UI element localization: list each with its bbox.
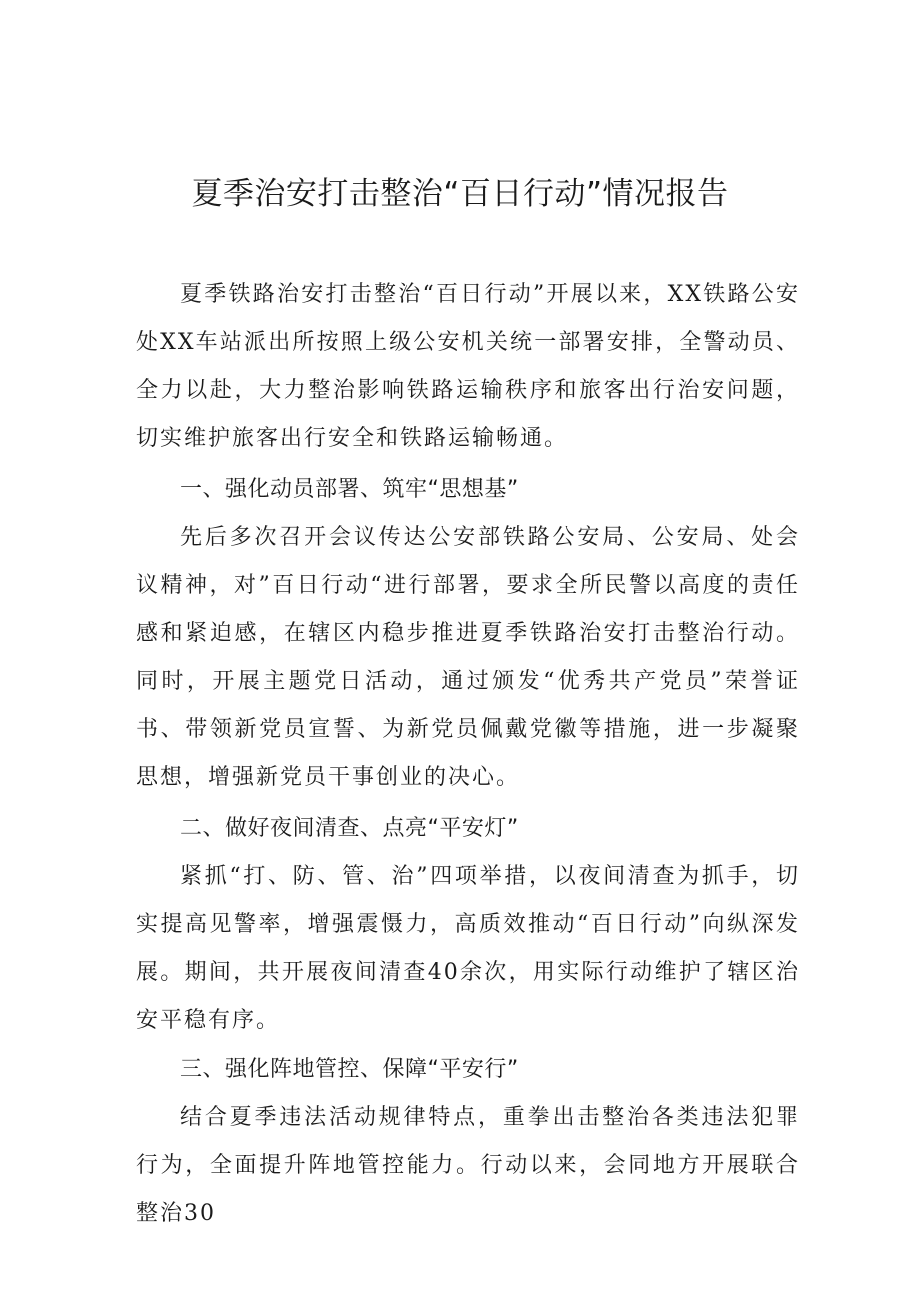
section-2-paragraph: 紧抓“打、防、管、治”四项举措，以夜间清查为抓手，切实提高见警率，增强震慑力，高质效推动“百日行动”向纵深发展。期间，共开展夜间清查40余次，用实际行动维护了辖区治安平稳有序。	[136, 864, 800, 1033]
section-3-paragraph: 结合夏季违法活动规律特点，重拳出击整治各类违法犯罪行为，全面提升阵地管控能力。行动以来，会同地方开展联合整治30	[136, 1105, 800, 1226]
section-1-heading: 一、强化动员部署、筑牢“思想基”	[180, 477, 519, 502]
section-2-heading: 二、做好夜间清查、点亮“平安灯”	[180, 816, 519, 841]
section-3-heading: 三、强化阵地管控、保障“平安行”	[180, 1057, 519, 1082]
document-title: 夏季治安打击整治“百日行动”情况报告	[191, 176, 729, 212]
intro-paragraph: 夏季铁路治安打击整治“百日行动”开展以来，XX铁路公安处XX车站派出所按照上级公安机关统一部署安排，全警动员、全力以赴，大力整治影响铁路运输秩序和旅客出行治安问题，切实维护旅客出行安全和铁路运输畅通。	[136, 282, 800, 451]
section-1-paragraph: 先后多次召开会议传达公安部铁路公安局、公安局、处会议精神，对”百日行动“进行部署，要求全所民警以高度的责任感和紧迫感，在辖区内稳步推进夏季铁路治安打击整治行动。同时，开展主题党日活动，通过颁发“优秀共产党员”荣誉证书、带领新党员宣誓、为新党员佩戴党徽等措施，进一步凝聚思想，增强新党员干事创业的决心。	[136, 525, 800, 790]
